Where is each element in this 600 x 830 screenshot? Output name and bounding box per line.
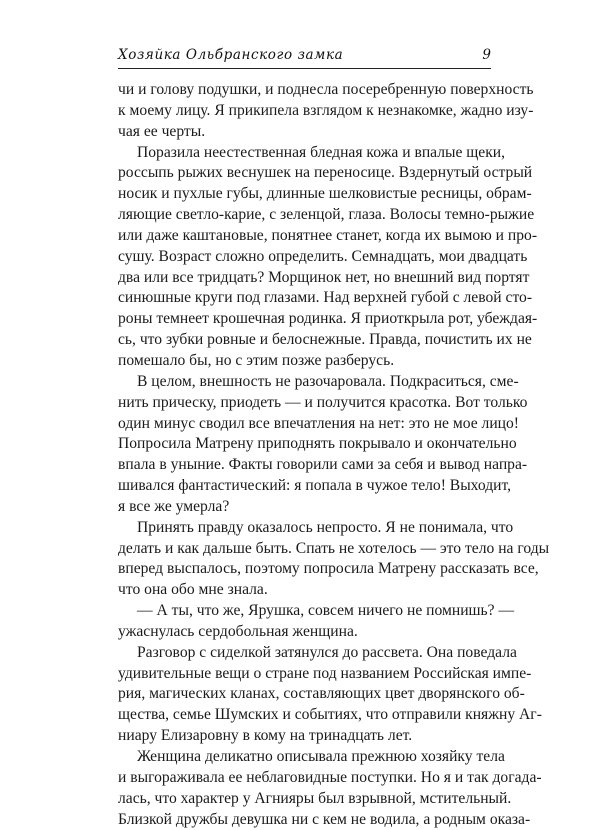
text-line: — А ты, что же, Ярушка, совсем ничего не помнишь? — — [137, 602, 515, 620]
text-line: носик и пухлые губы, длинные шелковистые ресницы, обрам- — [118, 185, 532, 203]
header-rule — [118, 68, 491, 69]
text-line: Поразила неестественная бледная кожа и впалые щеки, — [137, 143, 506, 161]
text-line: ниару Елизаровну в кому на тринадцать лет. — [118, 727, 413, 745]
text-line: к моему лицу. Я прикипела взглядом к незнакомке, жадно изу- — [118, 101, 534, 119]
page-number: 9 — [482, 47, 491, 63]
body-text — [118, 80, 550, 830]
text-line: шивался фантастический: я попала в чужое тело! Выходит, — [118, 477, 512, 495]
text-line: Женщина деликатно описывала прежнюю хозяйку тела — [137, 748, 505, 765]
text-line: удивительные вещи о стране под названием Российская импе- — [118, 664, 532, 682]
text-line: я все же умерла? — [118, 497, 230, 515]
text-line: что она обо мне знала. — [118, 581, 268, 599]
text-line: В целом, внешность не разочаровала. Подкраситься, сме- — [137, 372, 519, 390]
text-line: Разговор с сиделкой затянулся до рассвета. Она поведала — [137, 643, 517, 661]
text-line: нить прическу, приодеть — и получится красотка. Вот только — [118, 393, 528, 411]
running-head — [118, 46, 491, 68]
text-line: роны темнеет крошечная родинка. Я приоткрыла рот, убеждая- — [118, 310, 538, 328]
text-line: россыпь рыжих веснушек на переносице. Вздернутый острый — [118, 164, 533, 182]
text-line: сь, что зубки ровные и белоснежные. Правда, почистить их не — [118, 331, 532, 349]
text-line: сушу. Возраст сложно определить. Семнадцать, мои двадцать — [118, 247, 528, 265]
text-line: Принять правду оказалось непросто. Я не понимала, что — [137, 518, 514, 536]
text-line: вперед выспалось, поэтому попросила Матрену рассказать все, — [118, 560, 539, 578]
text-line: лась, что характер у Агнияры был взрывной, мстительный. — [118, 789, 512, 807]
text-line: чая ее черты. — [118, 122, 206, 140]
text-line: Попросила Матрену приподнять покрывало и окончательно — [118, 435, 517, 453]
text-line: впала в уныние. Факты говорили сами за себя и вывод напра- — [118, 456, 528, 474]
text-line: и выгораживала ее неблаговидные поступки. Но я и так догада- — [118, 768, 542, 786]
text-line: один минус сводил все впечатления на нет: это не мое лицо! — [118, 414, 519, 432]
text-line: помешало бы, но с этим позже разберусь. — [118, 351, 395, 369]
text-line: ужаснулась сердобольная женщина. — [118, 622, 358, 640]
text-line: щества, семье Шумских и событиях, что отправили княжну Аг- — [118, 706, 542, 724]
text-line: синюшные круги под глазами. Над верхней губой с левой сто- — [118, 289, 533, 307]
text-line: ляющие светло-карие, с зеленцой, глаза. Волосы темно-рыжие — [118, 206, 535, 224]
text-line: рия, магических кланах, составляющих цвет дворянского об- — [118, 685, 525, 703]
text-line: делать и как дальше быть. Спать не хотелось — это тело на годы — [118, 539, 550, 557]
text-line: или даже каштановые, понятнее станет, когда их вымою и про- — [118, 226, 538, 244]
running-head-title: Хозяйка Ольбранского замка — [118, 47, 344, 63]
text-line: чи и голову подушки, и поднесла посеребренную поверхность — [118, 81, 534, 98]
text-line: два или все тридцать? Морщинок нет, но внешний вид портят — [118, 268, 530, 286]
text-line: Близкой дружбы девушка ни с кем не водила, а родным оказа- — [118, 810, 531, 828]
